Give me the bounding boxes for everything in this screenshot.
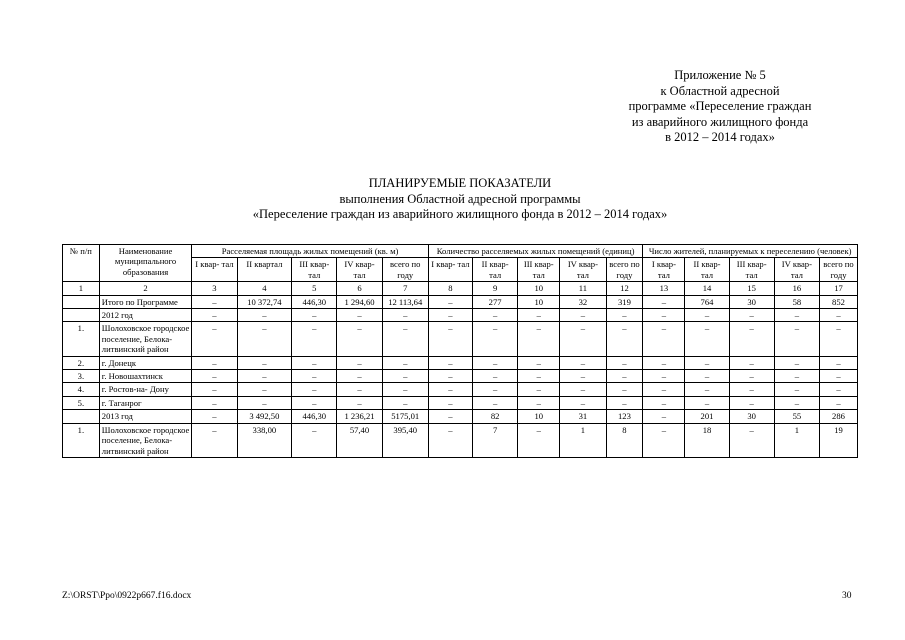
value-cell: –	[237, 309, 292, 322]
value-cell: –	[428, 370, 472, 383]
value-cell: 12 113,64	[382, 295, 428, 308]
row-number-cell: 4.	[63, 383, 100, 396]
column-number-cell: 1	[63, 282, 100, 295]
value-cell: –	[560, 370, 606, 383]
value-cell: –	[337, 309, 382, 322]
municipality-name-cell: г. Донецк	[99, 356, 192, 369]
value-cell: –	[518, 309, 560, 322]
column-number-cell: 16	[774, 282, 819, 295]
footer-page-number: 30	[842, 591, 852, 601]
table-row	[63, 295, 858, 308]
value-cell: –	[643, 370, 685, 383]
value-cell: –	[774, 322, 819, 356]
value-cell: –	[774, 356, 819, 369]
value-cell: –	[428, 410, 472, 423]
value-cell: –	[685, 396, 729, 409]
value-cell: 201	[685, 410, 729, 423]
value-cell: –	[292, 423, 337, 457]
value-cell: –	[819, 383, 857, 396]
value-cell: –	[382, 370, 428, 383]
value-cell: –	[192, 383, 237, 396]
value-cell: –	[606, 396, 643, 409]
value-cell: –	[473, 356, 518, 369]
header-sub: II квар- тал	[685, 258, 729, 282]
value-cell: –	[685, 356, 729, 369]
value-cell: 852	[819, 295, 857, 308]
value-cell: –	[606, 370, 643, 383]
value-cell: –	[819, 370, 857, 383]
value-cell: –	[428, 383, 472, 396]
value-cell: 10	[518, 295, 560, 308]
value-cell: –	[729, 370, 774, 383]
header-group-units: Количество расселяемых жилых помещений (единиц)	[428, 245, 643, 258]
value-cell: 19	[819, 423, 857, 457]
value-cell: 319	[606, 295, 643, 308]
row-number-cell: 1.	[63, 322, 100, 356]
column-number-cell: 9	[473, 282, 518, 295]
row-number-cell: 2.	[63, 356, 100, 369]
value-cell: –	[237, 396, 292, 409]
value-cell: –	[643, 410, 685, 423]
value-cell: –	[192, 423, 237, 457]
value-cell: 1 294,60	[337, 295, 382, 308]
value-cell: –	[518, 383, 560, 396]
value-cell: –	[192, 396, 237, 409]
column-number-cell: 17	[819, 282, 857, 295]
value-cell: –	[518, 423, 560, 457]
value-cell: 55	[774, 410, 819, 423]
header-name: Наименование муниципального образования	[99, 245, 192, 282]
value-cell: 123	[606, 410, 643, 423]
column-number-cell: 8	[428, 282, 472, 295]
value-cell: –	[382, 356, 428, 369]
value-cell: –	[473, 383, 518, 396]
value-cell: –	[337, 356, 382, 369]
value-cell: –	[685, 383, 729, 396]
value-cell: –	[819, 322, 857, 356]
value-cell: 1 236,21	[337, 410, 382, 423]
value-cell: 446,30	[292, 295, 337, 308]
header-sub: I квар- тал	[192, 258, 237, 282]
value-cell: –	[606, 309, 643, 322]
value-cell: –	[560, 322, 606, 356]
municipality-name-cell: 2013 год	[99, 410, 192, 423]
header-row	[63, 245, 858, 258]
header-sub: IV квар- тал	[560, 258, 606, 282]
header-sub: II квар- тал	[473, 258, 518, 282]
value-cell: –	[774, 396, 819, 409]
value-cell: 8	[606, 423, 643, 457]
value-cell: –	[192, 295, 237, 308]
value-cell: –	[729, 356, 774, 369]
header-sub: III квар- тал	[292, 258, 337, 282]
value-cell: –	[192, 322, 237, 356]
column-number-cell: 12	[606, 282, 643, 295]
column-number-cell: 3	[192, 282, 237, 295]
value-cell: 58	[774, 295, 819, 308]
value-cell: 286	[819, 410, 857, 423]
value-cell: –	[729, 396, 774, 409]
value-cell: –	[643, 356, 685, 369]
value-cell: –	[473, 322, 518, 356]
footer-file-path: Z:\ORST\Ppo\0922p667.f16.docx	[62, 591, 192, 601]
municipality-name-cell: Шолоховское городское поселение, Белока- литвинский район	[99, 423, 192, 457]
title-heading: ПЛАНИРУЕМЫЕ ПОКАЗАТЕЛИ	[368, 176, 552, 190]
value-cell: –	[473, 309, 518, 322]
header-sub: IV квар- тал	[337, 258, 382, 282]
value-cell: 5175,01	[382, 410, 428, 423]
column-number-cell: 10	[518, 282, 560, 295]
header-sub: IV квар- тал	[774, 258, 819, 282]
value-cell: –	[192, 410, 237, 423]
value-cell: 31	[560, 410, 606, 423]
header-sub: III квар- тал	[518, 258, 560, 282]
municipality-name-cell: г. Ростов-на- Дону	[99, 383, 192, 396]
appendix-line: в 2012 – 2014 годах»	[665, 130, 775, 144]
appendix-line: из аварийного жилищного фонда	[631, 114, 809, 129]
title-line: выполнения Областной адресной программы	[339, 191, 581, 206]
value-cell: –	[643, 295, 685, 308]
value-cell: –	[560, 396, 606, 409]
value-cell: –	[192, 309, 237, 322]
value-cell: –	[819, 396, 857, 409]
row-number-cell	[63, 410, 100, 423]
document-title	[170, 176, 750, 223]
value-cell: –	[237, 322, 292, 356]
value-cell: –	[729, 309, 774, 322]
value-cell: –	[337, 383, 382, 396]
value-cell: –	[428, 423, 472, 457]
column-number-cell: 2	[99, 282, 192, 295]
column-number-cell: 15	[729, 282, 774, 295]
municipality-name-cell: Итого по Программе	[99, 295, 192, 308]
value-cell: –	[518, 396, 560, 409]
header-sub: всего по году	[606, 258, 643, 282]
column-number-cell: 7	[382, 282, 428, 295]
value-cell: –	[819, 309, 857, 322]
municipality-name-cell: г. Новошахтинск	[99, 370, 192, 383]
row-number-cell: 1.	[63, 423, 100, 457]
table-row	[63, 410, 858, 423]
value-cell: –	[428, 356, 472, 369]
value-cell: –	[292, 383, 337, 396]
value-cell: –	[606, 383, 643, 396]
table-row	[63, 322, 858, 356]
value-cell: –	[292, 370, 337, 383]
column-number-row	[63, 282, 858, 295]
value-cell: –	[192, 370, 237, 383]
value-cell: –	[643, 423, 685, 457]
value-cell: –	[774, 309, 819, 322]
value-cell: –	[643, 396, 685, 409]
value-cell: –	[643, 322, 685, 356]
value-cell: 10 372,74	[237, 295, 292, 308]
value-cell: –	[428, 309, 472, 322]
column-number-cell: 5	[292, 282, 337, 295]
value-cell: –	[606, 322, 643, 356]
table-row	[63, 423, 858, 457]
value-cell: –	[685, 322, 729, 356]
value-cell: –	[292, 396, 337, 409]
appendix-line: к Областной адресной	[660, 83, 780, 98]
value-cell: –	[473, 370, 518, 383]
value-cell: –	[192, 356, 237, 369]
value-cell: –	[518, 370, 560, 383]
value-cell: –	[382, 309, 428, 322]
value-cell: –	[428, 396, 472, 409]
row-number-cell	[63, 309, 100, 322]
value-cell: –	[237, 383, 292, 396]
header-sub: I квар- тал	[428, 258, 472, 282]
appendix-line: программе «Переселение граждан	[628, 99, 812, 113]
title-line: «Переселение граждан из аварийного жилищного фонда в 2012 – 2014 годах»	[252, 207, 668, 221]
table-row	[63, 309, 858, 322]
municipality-name-cell: г. Таганрог	[99, 396, 192, 409]
column-number-cell: 6	[337, 282, 382, 295]
header-sub: I квар- тал	[643, 258, 685, 282]
header-sub: всего по году	[382, 258, 428, 282]
value-cell: –	[560, 309, 606, 322]
value-cell: –	[729, 322, 774, 356]
value-cell: –	[428, 295, 472, 308]
value-cell: 32	[560, 295, 606, 308]
table-row	[63, 396, 858, 409]
header-group-people: Число жителей, планируемых к переселению (человек)	[643, 245, 858, 258]
value-cell: 30	[729, 410, 774, 423]
row-number-cell	[63, 295, 100, 308]
table-row	[63, 356, 858, 369]
value-cell: –	[518, 356, 560, 369]
value-cell: 3 492,50	[237, 410, 292, 423]
value-cell: 82	[473, 410, 518, 423]
value-cell: 277	[473, 295, 518, 308]
value-cell: 57,40	[337, 423, 382, 457]
value-cell: 18	[685, 423, 729, 457]
value-cell: 764	[685, 295, 729, 308]
value-cell: –	[382, 396, 428, 409]
value-cell: 1	[560, 423, 606, 457]
value-cell: –	[560, 356, 606, 369]
value-cell: –	[729, 423, 774, 457]
table-row	[63, 383, 858, 396]
value-cell: 10	[518, 410, 560, 423]
value-cell: –	[292, 356, 337, 369]
value-cell: –	[560, 383, 606, 396]
municipality-name-cell: Шолоховское городское поселение, Белока- литвинский район	[99, 322, 192, 356]
value-cell: –	[774, 383, 819, 396]
appendix-block	[600, 68, 840, 146]
header-num: № п/п	[63, 245, 100, 282]
row-number-cell: 5.	[63, 396, 100, 409]
value-cell: –	[292, 309, 337, 322]
column-number-cell: 13	[643, 282, 685, 295]
value-cell: –	[237, 370, 292, 383]
header-group-area: Расселяемая площадь жилых помещений (кв. м)	[192, 245, 429, 258]
value-cell: –	[428, 322, 472, 356]
column-number-cell: 14	[685, 282, 729, 295]
value-cell: 338,00	[237, 423, 292, 457]
value-cell: –	[382, 383, 428, 396]
row-number-cell: 3.	[63, 370, 100, 383]
value-cell: 30	[729, 295, 774, 308]
value-cell: –	[337, 322, 382, 356]
column-number-cell: 11	[560, 282, 606, 295]
value-cell: 395,40	[382, 423, 428, 457]
indicators-table	[62, 244, 858, 458]
value-cell: –	[819, 356, 857, 369]
value-cell: –	[292, 322, 337, 356]
value-cell: –	[729, 383, 774, 396]
value-cell: –	[643, 309, 685, 322]
value-cell: –	[518, 322, 560, 356]
value-cell: –	[473, 396, 518, 409]
header-sub: всего по году	[819, 258, 857, 282]
value-cell: 446,30	[292, 410, 337, 423]
value-cell: –	[685, 370, 729, 383]
value-cell: –	[237, 356, 292, 369]
header-sub: III квар- тал	[729, 258, 774, 282]
municipality-name-cell: 2012 год	[99, 309, 192, 322]
value-cell: –	[382, 322, 428, 356]
header-sub: II квартал	[237, 258, 292, 282]
appendix-line: Приложение № 5	[674, 68, 766, 82]
value-cell: –	[774, 370, 819, 383]
value-cell: –	[337, 396, 382, 409]
value-cell: 1	[774, 423, 819, 457]
value-cell: –	[685, 309, 729, 322]
value-cell: 7	[473, 423, 518, 457]
value-cell: –	[643, 383, 685, 396]
value-cell: –	[606, 356, 643, 369]
table-row	[63, 370, 858, 383]
value-cell: –	[337, 370, 382, 383]
column-number-cell: 4	[237, 282, 292, 295]
